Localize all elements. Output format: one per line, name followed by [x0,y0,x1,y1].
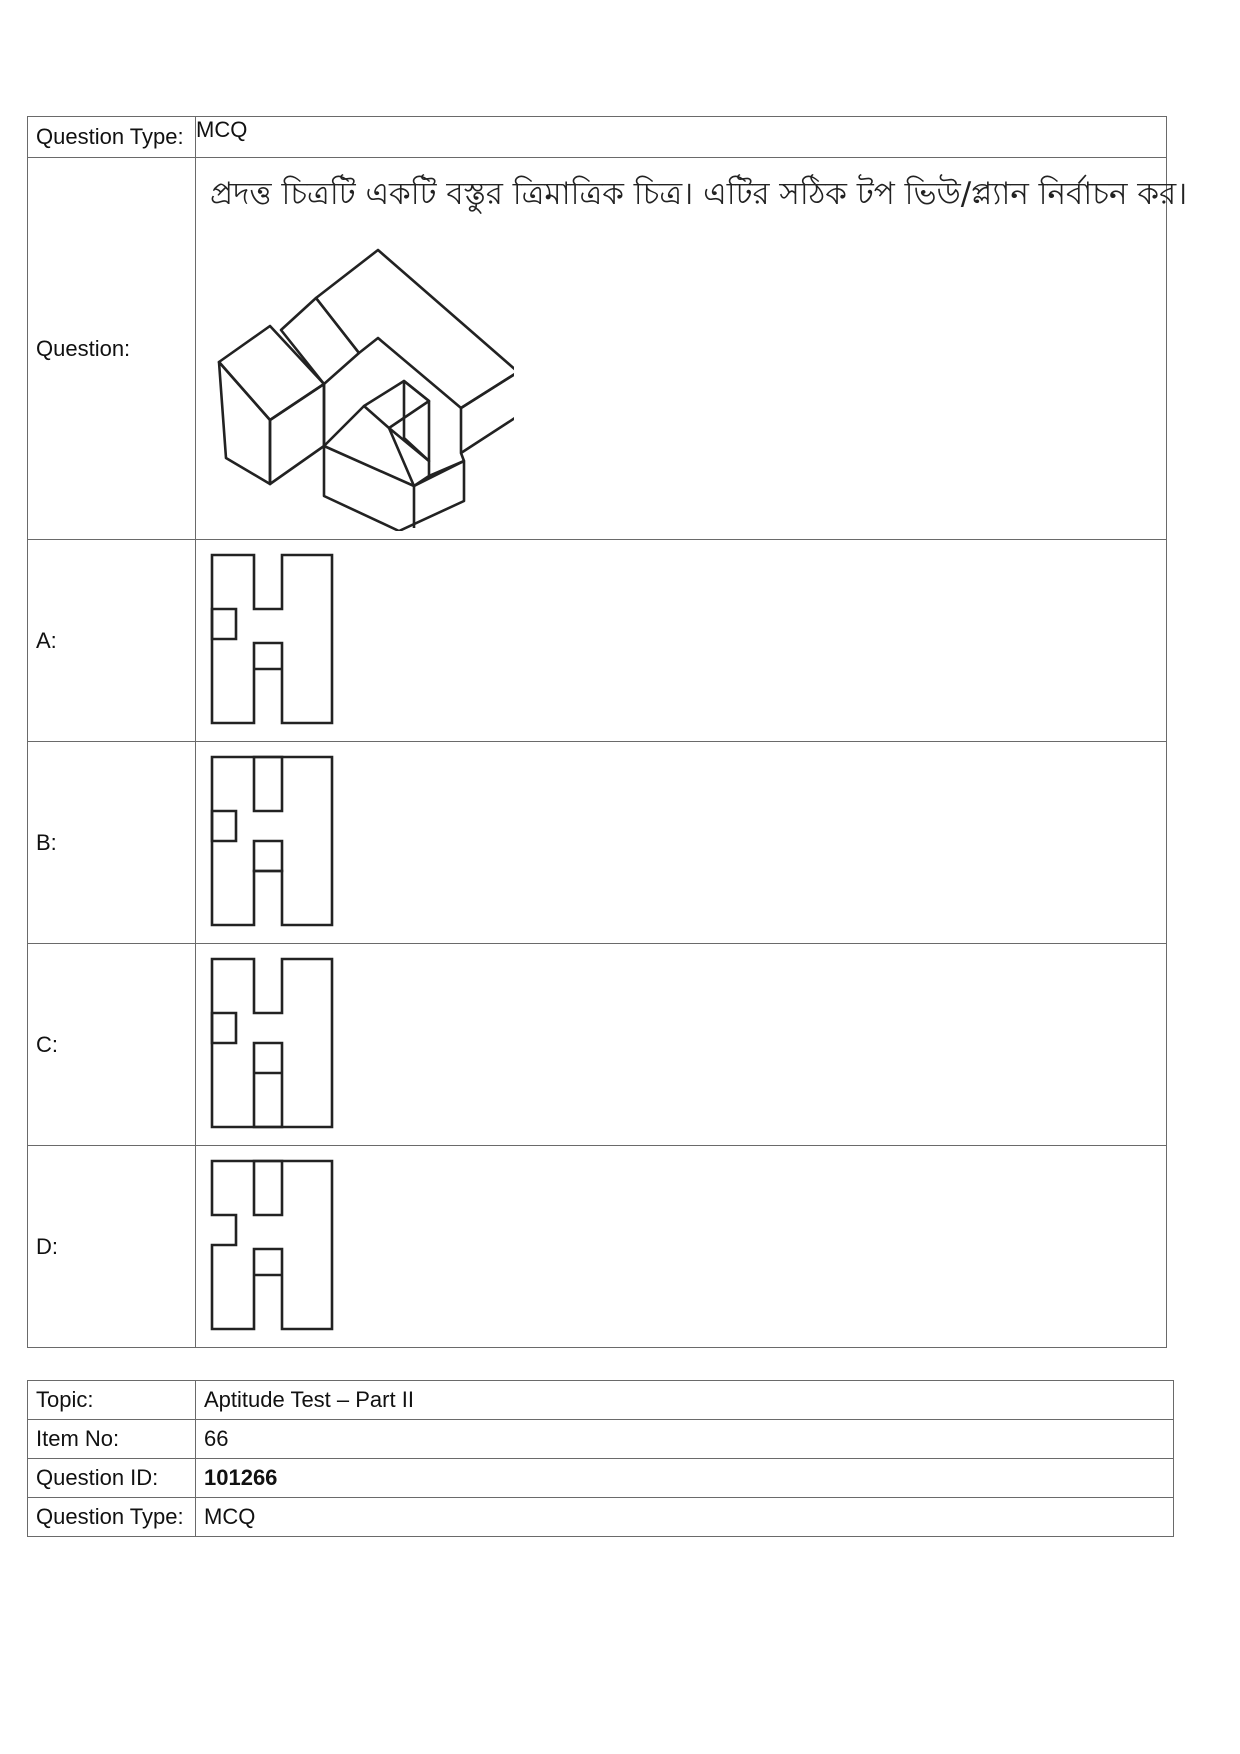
option-row-b [28,742,1167,944]
question-table [27,116,1188,1348]
isometric-figure [214,246,514,531]
question-type-row [28,117,1167,158]
option-cell-a[interactable] [196,540,1167,742]
meta-question-type-value: MCQ [196,1498,1174,1537]
option-a-figure [210,553,334,725]
question-id-value: 101266 [196,1459,1174,1498]
option-cell-c[interactable] [196,944,1167,1146]
option-label-c: C: [28,944,196,1146]
option-label-b: B: [28,742,196,944]
topic-row [28,1381,1174,1420]
option-row-d [28,1146,1167,1348]
meta-question-type-label: Question Type: [28,1498,196,1537]
question-row [28,158,1167,540]
option-cell-d[interactable] [196,1146,1167,1348]
option-label-a: A: [28,540,196,742]
topic-value: Aptitude Test – Part II [196,1381,1174,1420]
question-id-row [28,1459,1174,1498]
meta-table [27,1380,1174,1537]
question-id-label: Question ID: [28,1459,196,1498]
question-type-value: MCQ [196,117,1167,158]
item-row [28,1420,1174,1459]
option-c-figure [210,957,334,1129]
question-type-label: Question Type: [28,117,196,158]
topic-label: Topic: [28,1381,196,1420]
meta-question-type-row [28,1498,1174,1537]
option-row-c [28,944,1167,1146]
option-b-figure [210,755,334,927]
question-label: Question: [28,158,196,540]
option-label-d: D: [28,1146,196,1348]
item-label: Item No: [28,1420,196,1459]
item-value: 66 [196,1420,1174,1459]
option-row-a [28,540,1167,742]
question-cell [196,158,1188,540]
option-cell-b[interactable] [196,742,1167,944]
option-d-figure [210,1159,334,1331]
question-text: প্রদত্ত চিত্রটি একটি বস্তুর ত্রিমাত্রিক চিত্র। এটির সঠিক টপ ভিউ/প্ল্যান নির্বাচন কর। [210,176,1188,212]
